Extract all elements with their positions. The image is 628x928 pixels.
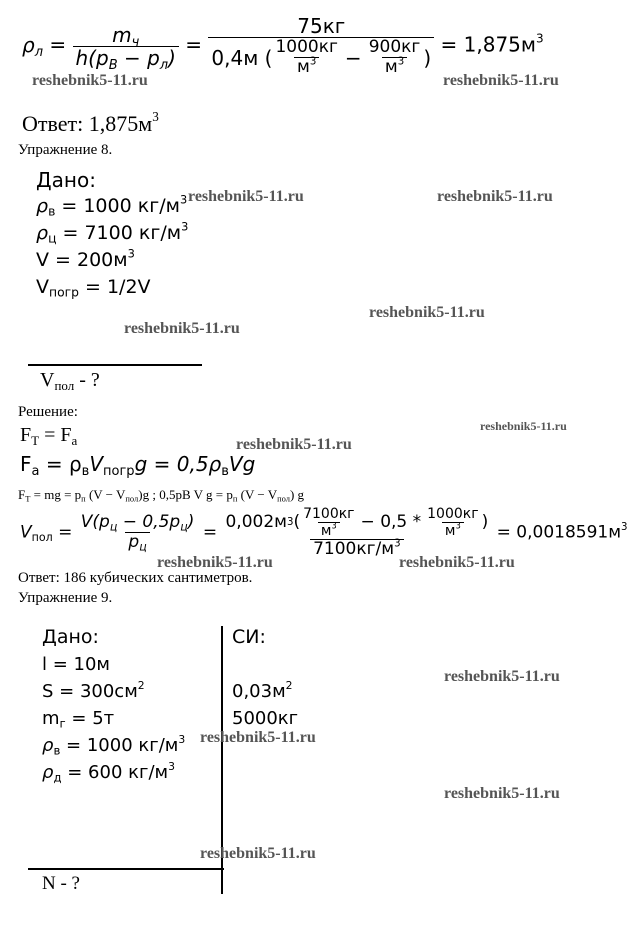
watermark: reshebnik5-11.ru [188, 188, 304, 205]
divider-line [28, 364, 202, 366]
given-heading: Дано: [42, 626, 99, 648]
formula-rho-l: $\rho_л$ = $\frac{m_ч}{h(p_B - p_л)}$ = 75кг 0,4м ( $\frac{1000кг}{м^3}$ − $\frac{900кг}{м^3}$ ) = $1,875м^3$ [22, 14, 544, 77]
watermark: reshebnik5-11.ru [157, 554, 273, 571]
si-heading: СИ: [232, 626, 266, 648]
watermark: reshebnik5-11.ru [369, 304, 485, 321]
watermark: reshebnik5-11.ru [236, 436, 352, 453]
exercise-8-title: Упражнение 8. [18, 142, 113, 158]
formula-v-pol: $V_{пол}$ = $\frac{V(p_ц - 0,5p_ц)}{p_ц}$ = 0,002м 3 ( $\frac{7100кг}{м^3}$ − 0,5 * $\frac{1000кг}{м^3}$ ) $7100кг/м^3$ = $0,0018591м^3$ [20, 506, 628, 559]
watermark: reshebnik5-11.ru [443, 72, 559, 89]
watermark: reshebnik5-11.ru [444, 785, 560, 802]
answer-1: Ответ: $1,875м^3$ [22, 109, 159, 136]
watermark: reshebnik5-11.ru [437, 188, 553, 205]
find-v-pol: $V_{пол}$ - ? [40, 369, 100, 393]
formula-fa: $F_а = \rho_вV_{погр}g = 0,5\rho_вVg$ [20, 452, 256, 479]
watermark: reshebnik5-11.ru [200, 845, 316, 862]
answer-8: Ответ: 186 кубических сантиметров. [18, 570, 253, 586]
given-area: $S = 300см^2$ [42, 678, 145, 702]
given-rho-c: $\rho_ц = 7100$ $кг/м^3$ [36, 219, 189, 246]
find-n: N - ? [42, 873, 80, 894]
given-heading: Дано: [36, 168, 96, 192]
watermark: reshebnik5-11.ru [399, 554, 515, 571]
given-length: l = 10м [42, 654, 111, 675]
watermark: reshebnik5-11.ru [124, 320, 240, 337]
given-rho-wood: $\rho_д = 600$ $кг/м^3$ [42, 759, 175, 785]
formula-ft-mg: $F_Т$ = mg = $p_п$ $(V - V_{пол})g$ ; 0,5pB V $g = p_п$ $(V - V_{пол})$ g [18, 487, 305, 504]
si-area: $0,03м^2$ [232, 678, 293, 702]
given-v-submerged: $V_{погр} = 1/2V$ [36, 276, 151, 300]
watermark: reshebnik5-11.ru [480, 419, 567, 433]
exercise-9-title: Упражнение 9. [18, 590, 113, 606]
given-rho-water: $\rho_в = 1000$ $кг/м^3$ [42, 732, 186, 758]
formula-ft-fa: $F_Т = F_а$ [20, 424, 78, 448]
given-mass: $m_г = 5т$ [42, 708, 115, 731]
given-rho-v: $\rho_в = 1000$ $кг/м^3$ [36, 192, 188, 219]
watermark: reshebnik5-11.ru [200, 729, 316, 746]
watermark: reshebnik5-11.ru [444, 668, 560, 685]
divider-line [28, 868, 224, 870]
si-mass: 5000кг [232, 708, 299, 729]
watermark: reshebnik5-11.ru [32, 72, 148, 89]
given-volume: $V = 200м^3$ [36, 246, 135, 271]
solution-heading: Решение: [18, 404, 78, 420]
